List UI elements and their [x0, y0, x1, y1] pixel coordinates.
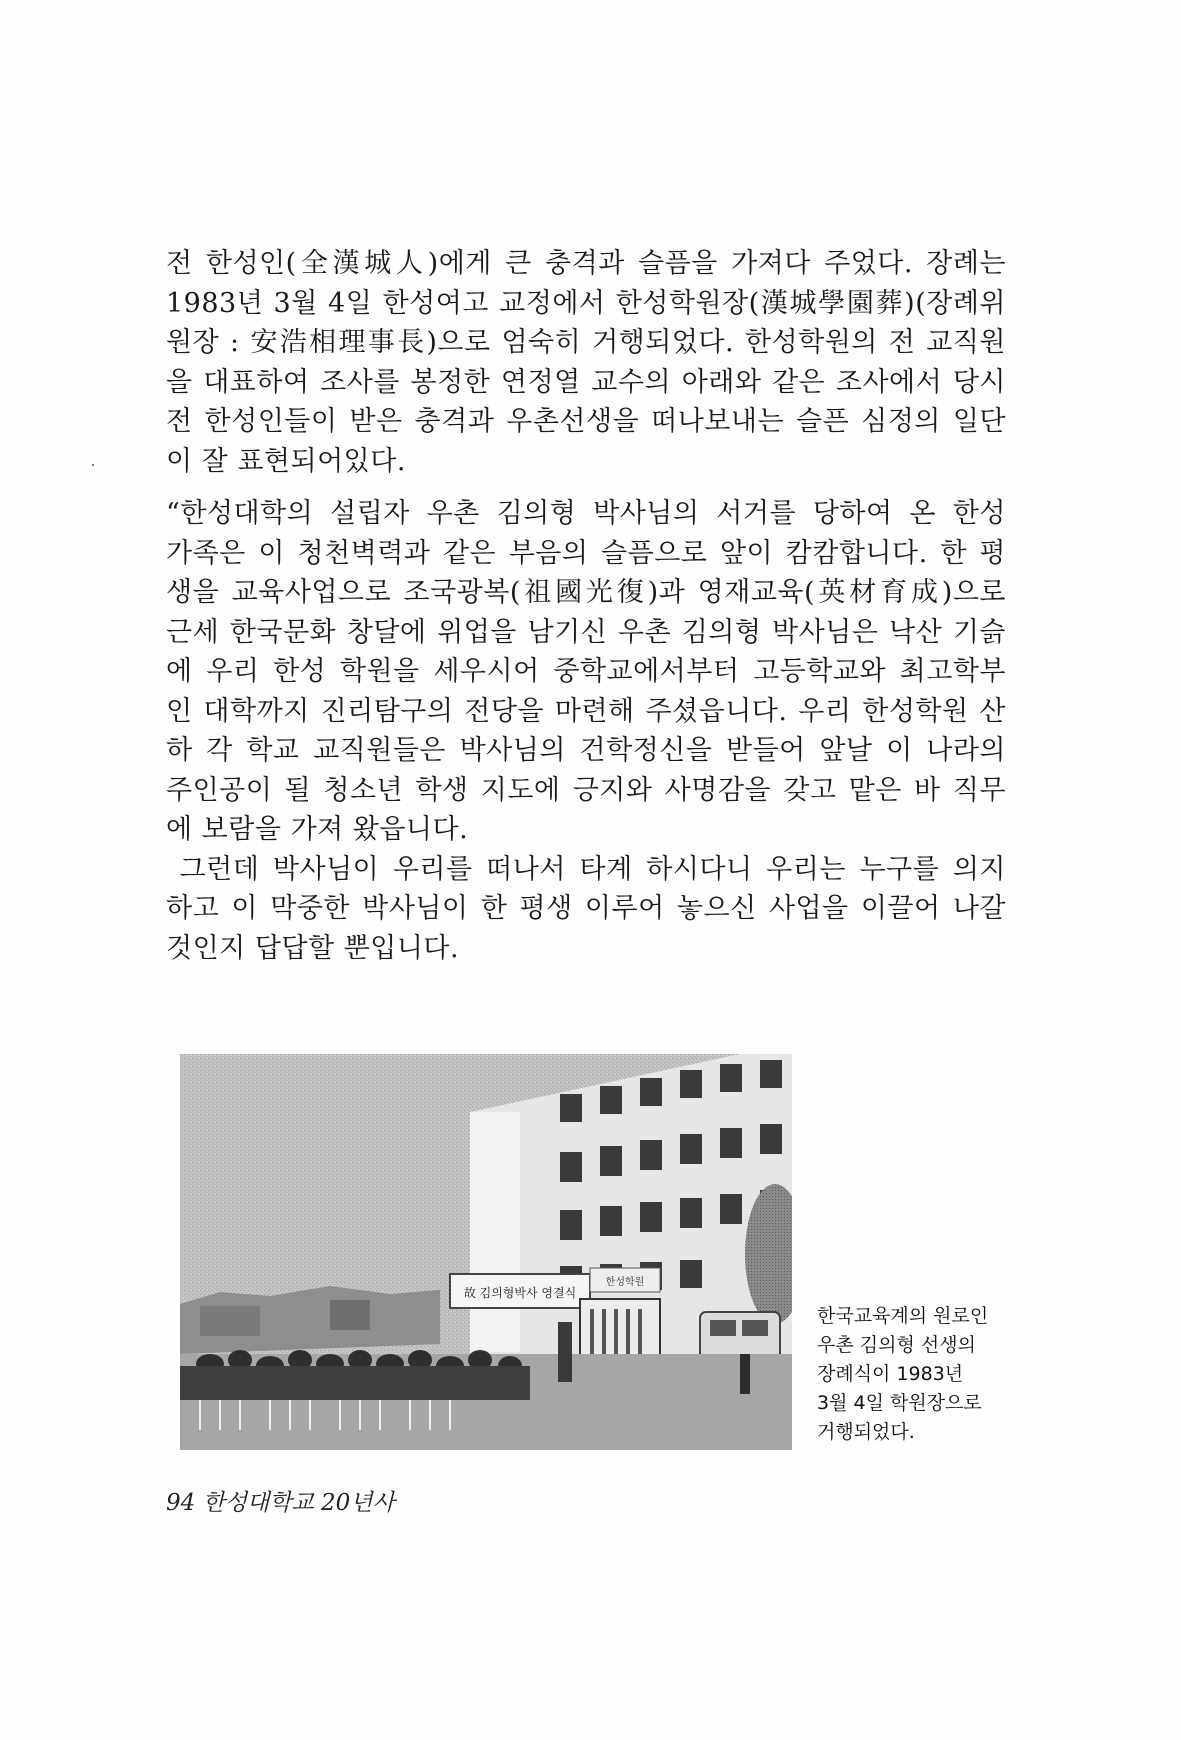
paragraph-1-line: 1983년 3월 4일 한성여고 교정에서 한성학원장(漢城學園葬)(장례위: [166, 287, 1006, 319]
paragraph-3-line: 그런데 박사님이 우리를 떠나서 타계 하시다니 우리는 누구를 의지: [166, 853, 1006, 885]
paragraph-1-line: 을 대표하여 조사를 봉정한 연정열 교수의 아래와 같은 조사에서 당시: [166, 366, 1006, 398]
page-footer: [166, 1484, 395, 1517]
paragraph-1-line: 이 잘 표현되어있다.: [166, 445, 406, 477]
paragraph-1-line: 전 한성인(全漢城人)에게 큰 충격과 슬픔을 가져다 주었다. 장례는: [166, 248, 1006, 279]
paragraph-2-line: 에 보람을 가져 왔읍니다.: [166, 814, 469, 845]
caption-line: 거행되었다.: [817, 1421, 915, 1443]
paragraph-3-line: 하고 이 막중한 박사님이 한 평생 이루어 놓으신 사업을 이끌어 나갈: [166, 893, 1006, 924]
caption-line: 장례식이 1983년: [817, 1363, 964, 1385]
page-number: 94: [166, 1490, 196, 1516]
funeral-photo: [180, 1054, 792, 1450]
paragraph-gap: [166, 481, 1006, 494]
funeral-ceremony-photo-icon: [180, 1054, 792, 1450]
paragraph-2-line: “한성대학의 설립자 우촌 김의형 박사님의 서거를 당하여 온 한성: [166, 498, 1006, 529]
paragraph-1-line: 전 한성인들이 받은 충격과 우촌선생을 떠나보내는 슬픈 심정의 일단: [166, 406, 1006, 437]
paragraph-1-line: 원장 : 安浩相理事長)으로 엄숙히 거행되었다. 한성학원의 전 교직원: [166, 327, 1006, 358]
scan-speck: [92, 464, 94, 466]
body-text: [166, 244, 1006, 968]
caption-line: 우촌 김의형 선생의: [817, 1334, 976, 1356]
paragraph-2-line: 하 각 학교 교직원들은 박사님의 건학정신을 받들어 앞날 이 나라의: [166, 735, 1006, 766]
paragraph-2-line: 생을 교육사업으로 조국광복(祖國光復)과 영재교육(英材育成)으로: [166, 577, 1006, 608]
book-title: 한성대학교 20년사: [202, 1490, 395, 1516]
paragraph-2-line: 근세 한국문화 창달에 위업을 남기신 우촌 김의형 박사님은 낙산 기슭: [166, 616, 1006, 648]
paragraph-2-line: 주인공이 될 청소년 학생 지도에 긍지와 사명감을 갖고 맡은 바 직무: [166, 774, 1006, 806]
caption-line: 한국교육계의 원로인: [817, 1305, 989, 1327]
paragraph-2-line: 에 우리 한성 학원을 세우시어 중학교에서부터 고등학교와 최고학부: [166, 656, 1006, 687]
sign-text: 한성학원: [605, 1277, 645, 1288]
photo-caption: [817, 1302, 1017, 1447]
caption-line: 3월 4일 학원장으로: [817, 1392, 982, 1414]
banner-text: 故 김의형박사 영결식: [463, 1286, 577, 1300]
paragraph-2-line: 인 대학까지 진리탐구의 전당을 마련해 주셨읍니다. 우리 한성학원 산: [166, 695, 1006, 727]
paragraph-2-line: 가족은 이 청천벽력과 같은 부음의 슬픔으로 앞이 캄캄합니다. 한 평: [166, 537, 1006, 569]
paragraph-3-line: 것인지 답답할 뿐입니다.: [166, 932, 460, 964]
